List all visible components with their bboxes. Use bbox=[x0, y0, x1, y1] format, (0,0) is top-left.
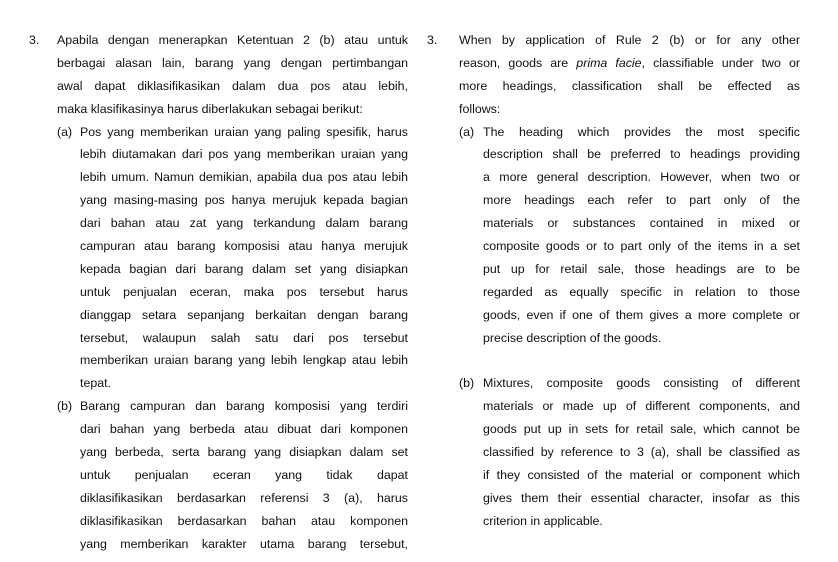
clause-a-label-en: (a) bbox=[459, 124, 475, 139]
text-line: materials or substances contained in mixed or bbox=[483, 216, 800, 231]
text-line: reason, goods are prima facie, classifiable under two or bbox=[459, 55, 800, 70]
rule-3-indonesian bbox=[57, 29, 408, 555]
text-line: if they consisted of the material or component which bbox=[483, 467, 800, 482]
clause-a-id bbox=[57, 121, 408, 396]
text-line: more headings, classification shall be effected as bbox=[459, 78, 800, 93]
clause-b-label-id: (b) bbox=[57, 399, 73, 414]
text-line: precise description of the goods. bbox=[483, 330, 662, 345]
clause-b-en bbox=[459, 372, 800, 532]
text-line: more headings each refer to part only of the bbox=[483, 193, 800, 208]
text-line: yang masing-masing pos hanya merujuk kepada bagian bbox=[80, 193, 408, 208]
text-line: goods put up in sets for retail sale, which cannot be bbox=[483, 422, 800, 437]
text-line: Apabila dengan menerapkan Ketentuan 2 (b) atau untuk bbox=[57, 33, 408, 47]
text-line: regarded as equally specific in relation to those bbox=[483, 284, 800, 299]
clause-b-label-en: (b) bbox=[459, 376, 475, 391]
text-line: untuk penjualan eceran, maka pos tersebut harus bbox=[80, 284, 408, 299]
text-line: composite goods or to part only of the items in a set bbox=[483, 239, 800, 254]
text-line: kepada bagian dari barang dalam set yang disiapkan bbox=[80, 261, 408, 276]
text-line: Pos yang memberikan uraian yang paling spesifik, harus bbox=[80, 124, 408, 139]
text-line: tersebut, walaupun salah satu dari pos tersebut bbox=[80, 330, 408, 345]
text-line: description shall be preferred to headings providing bbox=[483, 147, 800, 162]
text-line: diklasifikasikan berdasarkan referensi 3 (a), harus bbox=[80, 490, 408, 505]
rule-number-en: 3. bbox=[427, 33, 438, 47]
clause-a-label-id: (a) bbox=[57, 124, 73, 139]
text-line: materials or made up of different components, and bbox=[483, 399, 800, 414]
text-line: berbagai alasan lain, barang yang dengan pertimbangan bbox=[57, 55, 408, 70]
clause-a-text-en bbox=[483, 121, 800, 350]
text-line: lebih diutamakan dari pos yang memberikan uraian yang bbox=[80, 147, 408, 162]
text-line: When by application of Rule 2 (b) or for any other bbox=[459, 33, 800, 47]
text-line: yang berbeda, serta barang yang disiapkan dalam set bbox=[80, 445, 408, 460]
rule-intro-en bbox=[459, 29, 800, 121]
text-line: dari bahan atau zat yang terkandung dalam barang bbox=[80, 216, 408, 231]
text-line: dari bahan yang berbeda atau dibuat dari komponen bbox=[80, 422, 408, 437]
clause-b-text-en bbox=[483, 372, 800, 532]
clause-b-id bbox=[57, 395, 408, 555]
text-line: follows: bbox=[459, 101, 501, 116]
text-line: Mixtures, composite goods consisting of different bbox=[483, 376, 800, 391]
text-line: diklasifikasikan berdasarkan bahan atau komponen bbox=[80, 513, 408, 528]
text-line: put up for retail sale, those headings are to be bbox=[483, 261, 800, 276]
rule-intro-id bbox=[57, 29, 408, 121]
rule-number-id: 3. bbox=[29, 33, 40, 47]
clause-b-text-id bbox=[80, 395, 408, 555]
text-line: goods, even if one of them gives a more complete or bbox=[483, 307, 800, 322]
clause-a-text-id bbox=[80, 121, 408, 396]
text-line: campuran atau barang komposisi atau hanya merujuk bbox=[80, 239, 408, 254]
text-line: classified by reference to 3 (a), shall be classified as bbox=[483, 445, 800, 460]
clause-a-en bbox=[459, 121, 800, 350]
text-line: yang memberikan karakter utama barang tersebut, bbox=[80, 536, 408, 551]
text-line: a more general description. However, when two or bbox=[483, 170, 800, 185]
text-line: Barang campuran dan barang komposisi yang terdiri bbox=[80, 399, 408, 414]
text-line: tepat. bbox=[80, 376, 112, 391]
text-line: maka klasifikasinya harus diberlakukan sebagai berikut: bbox=[57, 101, 363, 116]
rule-3-english bbox=[459, 29, 800, 533]
text-line: dianggap setara sepanjang berkaitan dengan barang bbox=[80, 307, 408, 322]
text-line: awal dapat diklasifikasikan dalam dua pos atau lebih, bbox=[57, 78, 408, 93]
text-line: memberikan uraian barang yang lebih lengkap atau lebih bbox=[80, 353, 408, 368]
text-line: lebih umum. Namun demikian, apabila dua pos atau lebih bbox=[80, 170, 408, 185]
text-line: gives them their essential character, insofar as this bbox=[483, 490, 800, 505]
text-line: criterion in applicable. bbox=[483, 513, 603, 528]
text-line: untuk penjualan eceran yang tidak dapat bbox=[80, 467, 408, 482]
text-line: The heading which provides the most specific bbox=[483, 124, 800, 139]
